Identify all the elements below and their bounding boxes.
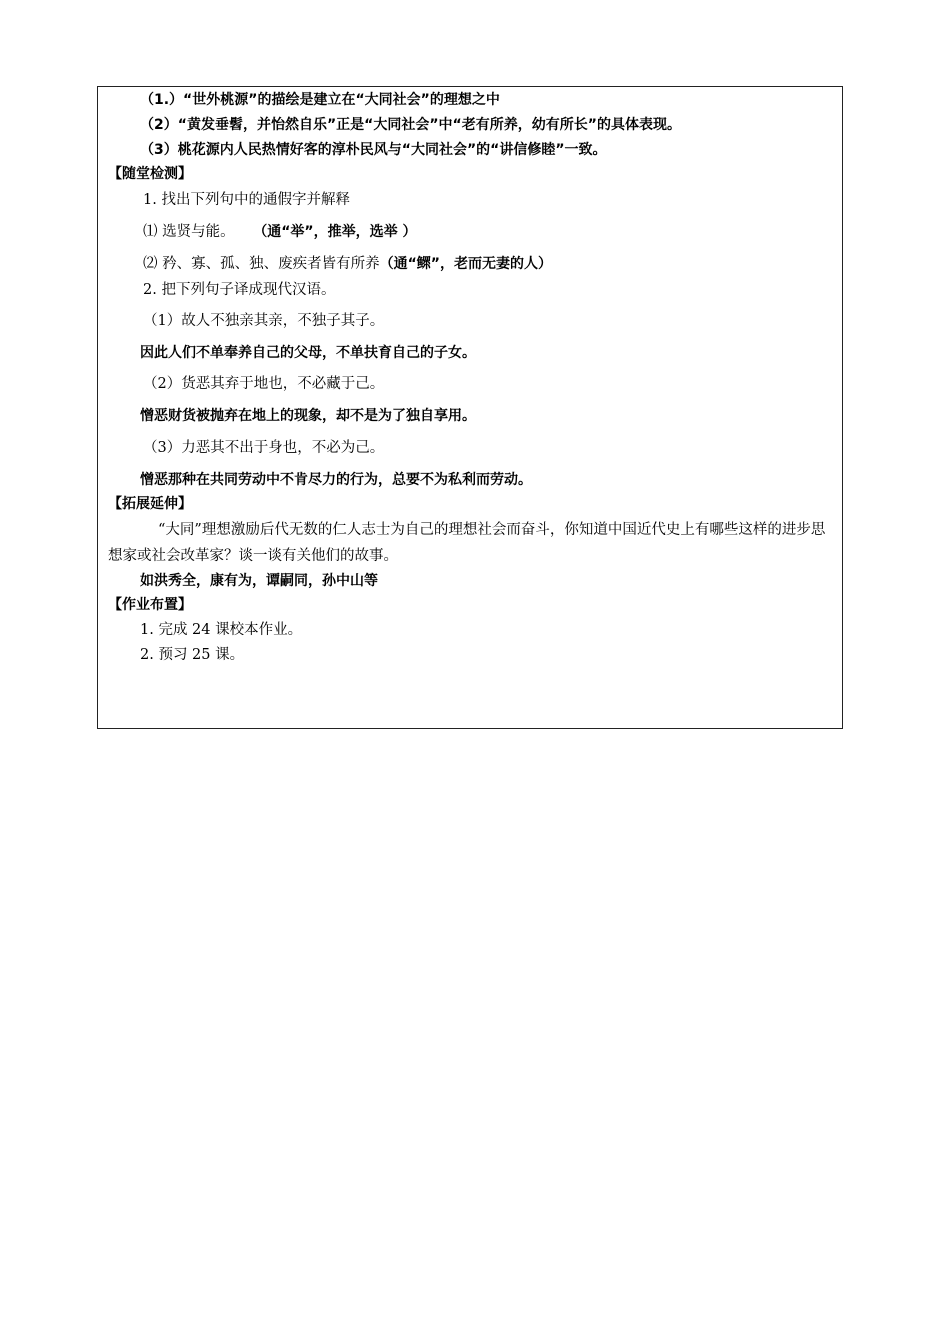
quiz-item-2b-answer: 憎恶财货被抛弃在地上的现象，却不是为了独自享用。: [140, 408, 476, 424]
extension-heading: 【拓展延伸】: [108, 496, 192, 512]
homework-item-1: 1. 完成 24 课校本作业。: [140, 622, 303, 638]
quiz-question-2: 2. 把下列句子译成现代汉语。: [143, 282, 336, 298]
homework-heading: 【作业布置】: [108, 597, 192, 613]
quiz-item-2b: （2）货恶其弃于地也，不必藏于己。: [143, 376, 385, 392]
quiz-question-1: 1. 找出下列句中的通假字并解释: [143, 192, 350, 208]
quiz-item-1a-text: ⑴ 选贤与能。: [143, 224, 235, 240]
quiz-item-2a-answer: 因此人们不单奉养自己的父母，不单扶育自己的子女。: [140, 345, 476, 361]
homework-item-2: 2. 预习 25 课。: [140, 647, 245, 663]
quiz-item-1a: [143, 222, 417, 242]
quiz-item-2c: （3）力恶其不出于身也，不必为己。: [143, 440, 385, 456]
answer-line-3: （3）桃花源内人民热情好客的淳朴民风与“大同社会”的“讲信修睦”一致。: [140, 142, 607, 158]
quiz-item-1b-text: ⑵ 矜、寡、孤、独、废疾者皆有所养: [143, 256, 380, 272]
quiz-item-1b-answer: （通“鳏”，老而无妻的人）: [379, 256, 553, 272]
quiz-item-1a-answer: （通“举”，推举，选举 ）: [253, 224, 417, 240]
quiz-item-2a: （1）故人不独亲其亲，不独子其子。: [143, 313, 385, 329]
extension-answer: 如洪秀全，康有为，谭嗣同，孙中山等: [140, 573, 378, 589]
extension-text: “大同”理想激励后代无数的仁人志士为自己的理想社会而奋斗，你知道中国近代史上有哪些这样的进步思想家或社会改革家？谈一谈有关他们的故事。: [108, 522, 826, 564]
answer-line-2: （2）“黄发垂髫，并怡然自乐”正是“大同社会”中“老有所养，幼有所长”的具体表现。: [140, 117, 681, 133]
quiz-item-2c-answer: 憎恶那种在共同劳动中不肯尽力的行为，总要不为私利而劳动。: [140, 472, 532, 488]
quiz-item-1b: [143, 254, 552, 274]
answer-line-1: （1.）“世外桃源”的描绘是建立在“大同社会”的理想之中: [140, 92, 500, 108]
quiz-heading: 【随堂检测】: [108, 166, 192, 182]
